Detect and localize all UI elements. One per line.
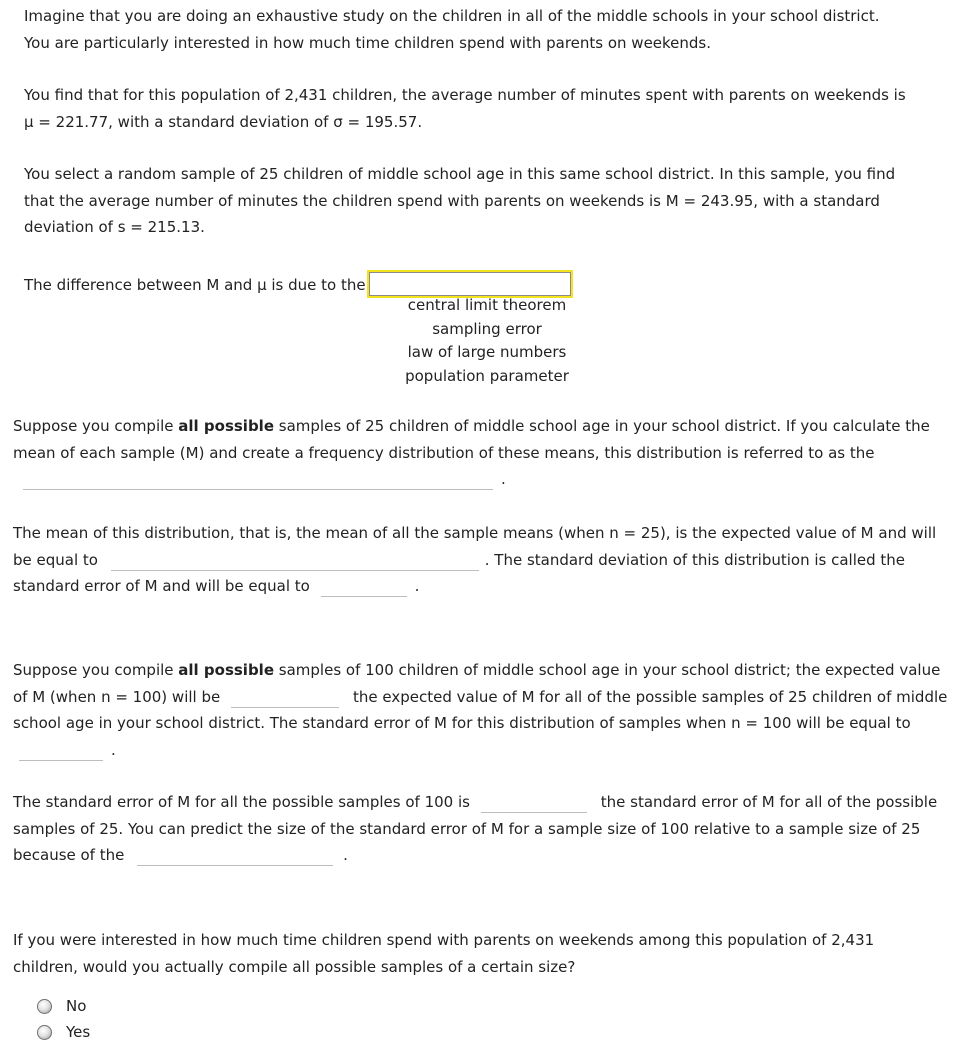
expected-value-dropdown[interactable] (111, 552, 479, 571)
sample-line-3: deviation of s = 215.13. (24, 218, 205, 236)
compile-samples-question: If you were interested in how much time children spend with parents on weekends among this population of 2,431 children, would you actually compile all possible samples of a certain size? (13, 931, 875, 976)
radio-button-yes[interactable] (37, 1025, 52, 1040)
distribution-period: . (501, 470, 506, 488)
se-comparison-text-2: the standard error of M for all of the possible samples of 25. You can predict the size of the standard error of M for a sample size of 100 relative to a sample size of 25 because of the (13, 793, 938, 864)
sample-paragraph (24, 161, 954, 241)
se-reason-dropdown[interactable] (137, 847, 333, 866)
difference-dropdown-options (386, 294, 588, 388)
n100-bold: all possible (178, 661, 275, 679)
intro-line-2: You are particularly interested in how much time children spend with parents on weekends. (24, 33, 712, 52)
sample-line-2: that the average number of minutes the children spend with parents on weekends is M = 243.95, with a standard (24, 191, 880, 210)
distribution-text-2: samples of 25 children of middle school age in your school district. If you calculate the mean of each sample (M) and create a frequency distribution of these means, this distribution is referred to as the (13, 417, 930, 462)
radio-option-no[interactable] (37, 997, 86, 1015)
n100-period: . (111, 740, 116, 759)
distribution-question (13, 413, 955, 493)
distribution-bold: all possible (178, 417, 275, 435)
population-line-1: You find that for this population of 2,431 children, the average number of minutes spent with parents on weekends is (24, 86, 906, 104)
sample-line-1: You select a random sample of 25 children of middle school age in this same school district. In this sample, you find (24, 165, 896, 183)
dropdown-option-population-parameter[interactable]: population parameter (405, 366, 569, 385)
n100-question (13, 657, 953, 763)
expected-value-text-2: . The standard deviation of this distribution is called the standard error of M and will be equal to (13, 550, 906, 595)
dropdown-option-sampling-error[interactable]: sampling error (432, 319, 542, 338)
n100-text-1: Suppose you compile (13, 661, 179, 679)
population-paragraph (24, 82, 959, 135)
expected-value-question (13, 520, 948, 600)
n100-comparison-dropdown[interactable] (231, 689, 339, 708)
intro-paragraph (24, 3, 954, 56)
radio-label-no: No (66, 997, 87, 1015)
se-comparison-period: . (343, 846, 348, 864)
radio-label-yes: Yes (66, 1023, 91, 1041)
n100-standard-error-dropdown[interactable] (19, 742, 103, 761)
se-comparison-text-1: The standard error of M for all the possible samples of 100 is (13, 793, 470, 811)
expected-value-period: . (414, 577, 420, 595)
standard-error-dropdown[interactable] (321, 578, 407, 597)
expected-value-text-1: The mean of this distribution, that is, the mean of all the sample means (when n = 25), is the expected value of M and will be equal to (13, 524, 937, 569)
difference-question-text: The difference between M and μ is due to the (24, 276, 366, 294)
n100-text-2: samples of 100 children of middle school age in your school district; the expected value of M (when n = 100) will be (13, 661, 941, 706)
dropdown-option-central-limit-theorem[interactable]: central limit theorem (407, 296, 567, 314)
distribution-text-1: Suppose you compile (13, 417, 179, 435)
n100-text-3: the expected value of M for all of the possible samples of 25 children of middle school age in your school district. The standard error of M for this distribution of samples when n = 100 will be equal to (13, 687, 948, 732)
population-line-2: μ = 221.77, with a standard deviation of σ = 195.57. (24, 112, 423, 131)
standard-error-comparison-question (13, 789, 943, 869)
radio-button-no[interactable] (37, 999, 52, 1014)
intro-line-1: Imagine that you are doing an exhaustive study on the children in all of the middle schools in your school district. (24, 7, 880, 25)
distribution-name-dropdown[interactable] (23, 471, 493, 490)
se-comparison-dropdown[interactable] (481, 794, 587, 813)
radio-option-yes[interactable] (37, 1023, 90, 1041)
dropdown-option-law-of-large-numbers[interactable]: law of large numbers (407, 343, 567, 361)
